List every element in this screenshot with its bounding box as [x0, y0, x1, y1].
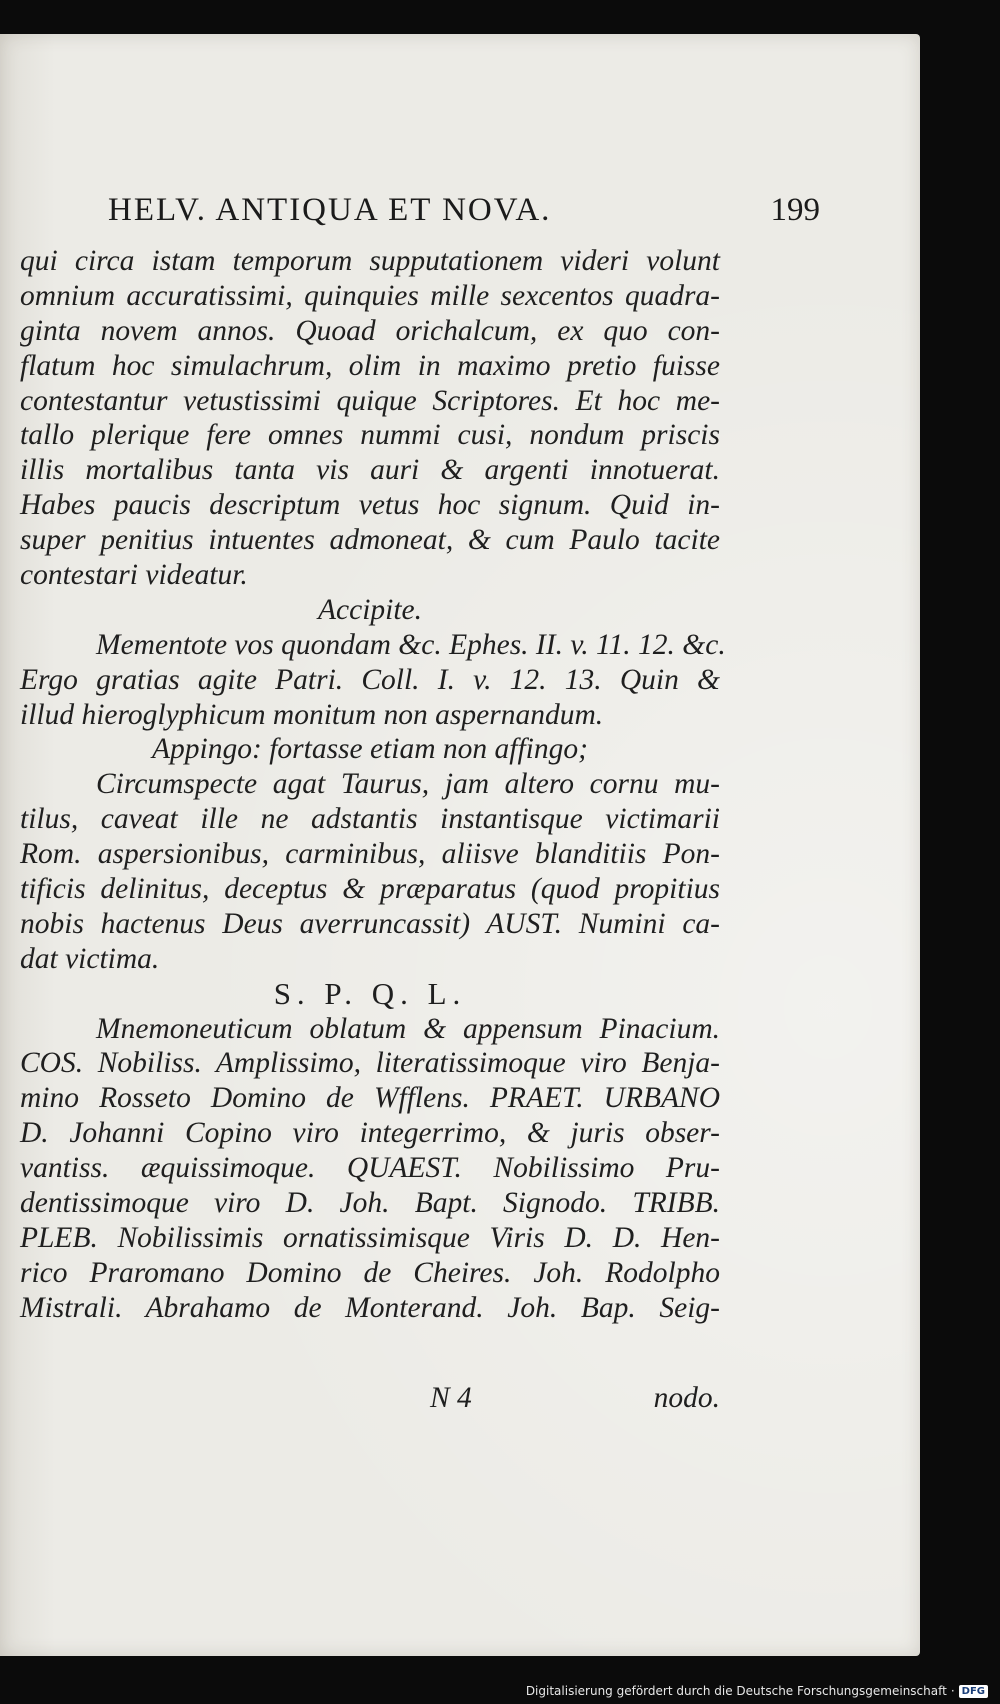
text-line: illis mortalibus tanta vis auri & argenti innotuerat. [20, 454, 720, 487]
text-line: tilus, caveat ille ne adstantis instantisque victimarii [20, 803, 720, 836]
catchword: nodo. [653, 1382, 720, 1414]
text-line: flatum hoc simulachrum, olim in maximo pretio fuisse [20, 349, 720, 382]
text-line: Mementote vos quondam &c. Ephes. II. v. 11. 12. &c. [96, 628, 726, 661]
body-text [20, 244, 726, 1326]
text-line: Mnemoneuticum oblatum & appensum Pinacium. [96, 1012, 720, 1045]
section-heading: S. P. Q. L. [273, 975, 467, 1011]
text-line: dat victima. [20, 942, 160, 975]
running-title: HELV. ANTIQUA ET NOVA. [108, 192, 552, 228]
text-line: ginta novem annos. Quoad orichalcum, ex quo con- [20, 314, 720, 347]
text-line: PLEB. Nobilissimis ornatissimisque Viris D. D. Hen- [20, 1221, 720, 1254]
signature-mark: N 4 [430, 1382, 472, 1414]
text-line: contestari videatur. [20, 559, 248, 592]
page-number: 199 [770, 192, 820, 228]
running-head [100, 192, 820, 232]
page-footer [20, 1382, 720, 1416]
text-line: D. Johanni Copino viro integerrimo, & juris obser- [20, 1117, 720, 1150]
text-line: vantiss. æquissimoque. QUAEST. Nobilissimo Pru- [20, 1152, 720, 1185]
text-line: Habes paucis descriptum vetus hoc signum. Quid in- [20, 489, 720, 522]
digitization-credit: Digitalisierung gefördert durch die Deutsche Forschungsgemeinschaft · DFG [526, 1684, 988, 1698]
text-line: illud hieroglyphicum monitum non aspernandum. [20, 698, 604, 731]
text-line: dentissimoque viro D. Joh. Bapt. Signodo. TRIBB. [20, 1187, 720, 1220]
text-line: rico Praromano Domino de Cheires. Joh. Rodolpho [20, 1256, 720, 1289]
text-line: COS. Nobiliss. Amplissimo, literatissimoque viro Benja- [20, 1047, 720, 1080]
text-line: nobis hactenus Deus averruncassit) AUST. Numini ca- [20, 907, 720, 940]
text-line: Rom. aspersionibus, carminibus, aliisve blanditiis Pon- [20, 838, 720, 871]
text-line: contestantur vetustissimi quique Scriptores. Et hoc me- [20, 384, 720, 417]
section-heading: Accipite. [317, 593, 422, 626]
text-line: Circumspecte agat Taurus, jam altero cornu mu- [96, 768, 720, 801]
book-page [0, 34, 920, 1656]
text-line: mino Rosseto Domino de Wfflens. PRAET. URBANO [20, 1082, 720, 1115]
section-heading: Appingo: fortasse etiam non affingo; [152, 733, 588, 766]
text-line: omnium accuratissimi, quinquies mille sexcentos quadra- [20, 279, 720, 312]
dfg-logo-icon: DFG [959, 1685, 988, 1698]
credit-text: Digitalisierung gefördert durch die Deutsche Forschungsgemeinschaft [525, 1684, 947, 1698]
text-line: Mistrali. Abrahamo de Monterand. Joh. Bap. Seig- [20, 1291, 720, 1324]
text-line: qui circa istam temporum supputationem videri volunt [20, 245, 720, 277]
text-line: Ergo gratias agite Patri. Coll. I. v. 12. 13. Quin & [20, 663, 720, 696]
text-line: tificis delinitus, deceptus & præparatus (quod propitius [20, 873, 720, 906]
text-line: super penitius intuentes admoneat, & cum Paulo tacite [20, 524, 720, 557]
text-line: tallo plerique fere omnes nummi cusi, nondum priscis [20, 419, 720, 452]
